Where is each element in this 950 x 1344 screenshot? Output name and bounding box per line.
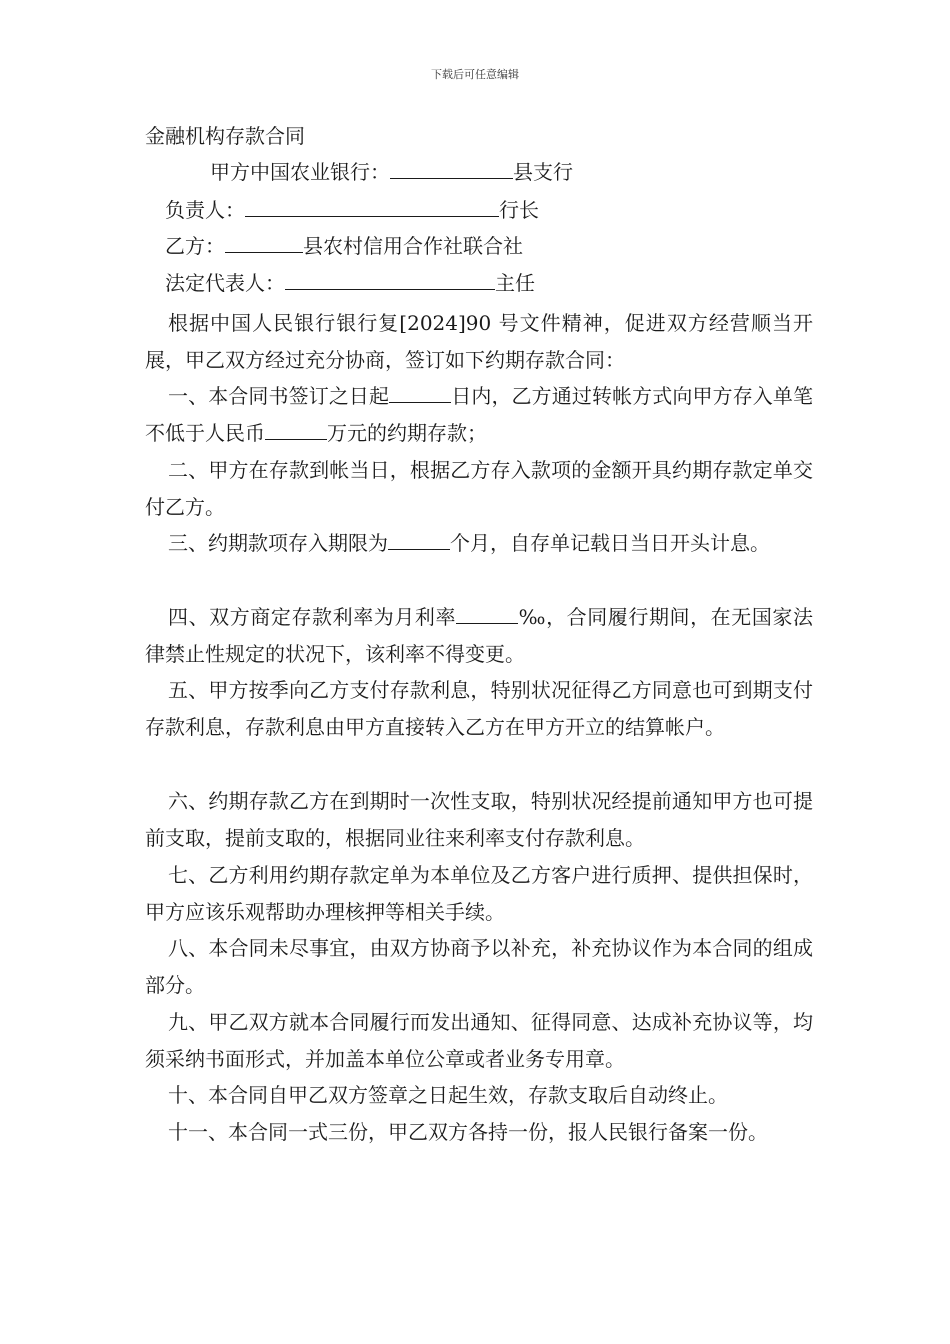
clause-1-part-b: 日内，乙方通过转帐方式向甲方存入单笔不低于人民币 [145,384,814,445]
legal-rep-blank [285,271,495,290]
contract-title: 金融机构存款合同 [145,124,305,148]
party-a-blank [390,160,513,179]
legal-rep-suffix: 主任 [495,271,535,295]
clause-11: 十一、本合同一式三份，甲乙双方各持一份，报人民银行备案一份。 [168,1120,768,1144]
clause-1-part-c: 万元的约期存款； [327,421,487,445]
clause-10: 十、本合同自甲乙双方签章之日起生效，存款支取后自动终止。 [168,1083,728,1107]
clause-4-part-b: ‰，合同履行期间，在无国家法律禁止性规定的状况下，该利率不得变更。 [145,605,813,666]
party-b-line [165,234,523,258]
party-a-line [210,160,573,184]
clause-7: 七、乙方利用约期存款定单为本单位及乙方客户进行质押、提供担保时，甲方应该乐观帮助办理核押等相关手续。 [145,863,813,924]
clause-6: 六、约期存款乙方在到期时一次性支取，特别状况经提前通知甲方也可提前支取，提前支取的，根据同业往来利率支付存款利息。 [145,789,813,850]
clause-3-part-a: 三、约期款项存入期限为 [168,531,388,555]
party-b-blank [225,234,303,253]
responsible-person-line [165,198,539,222]
clause-1-amount-blank [265,421,327,440]
party-b-prefix: 乙方： [165,234,225,258]
party-b-suffix: 县农村信用合作社联合社 [303,234,523,258]
legal-rep-prefix: 法定代表人： [165,271,285,295]
clause-1-part-a: 一、本合同书签订之日起 [168,384,390,408]
responsible-person-blank [245,198,499,217]
clause-9: 九、甲乙双方就本合同履行而发出通知、征得同意、达成补充协议等，均须采纳书面形式，并加盖本单位公章或者业务专用章。 [145,1010,813,1071]
clause-3-months-blank [388,531,450,550]
party-a-prefix: 甲方中国农业银行： [210,160,390,184]
legal-rep-line [165,271,535,295]
party-a-suffix: 县支行 [513,160,573,184]
intro-paragraph: 根据中国人民银行银行复[2024]90 号文件精神，促进双方经营顺当开展，甲乙双方经过充分协商，签订如下约期存款合同： [145,311,813,372]
clause-4 [145,599,813,673]
clause-3-part-b: 个月，自存单记载日当日开头计息。 [450,531,770,555]
clause-8: 八、本合同未尽事宜，由双方协商予以补充，补充协议作为本合同的组成部分。 [145,936,813,997]
clause-1 [145,378,813,452]
clause-3 [145,525,813,562]
clause-4-rate-blank [456,605,518,624]
clause-5: 五、甲方按季向乙方支付存款利息，特别状况征得乙方同意也可到期支付存款利息，存款利息由甲方直接转入乙方在甲方开立的结算帐户。 [145,678,813,739]
clause-2: 二、甲方在存款到帐当日，根据乙方存入款项的金额开具约期存款定单交付乙方。 [145,458,813,519]
clause-1-days-blank [389,384,451,403]
responsible-person-suffix: 行长 [499,198,539,222]
clause-4-part-a: 四、双方商定存款利率为月利率 [168,605,457,629]
header-note: 下载后可任意编辑 [431,68,519,81]
responsible-person-prefix: 负责人： [165,198,245,222]
